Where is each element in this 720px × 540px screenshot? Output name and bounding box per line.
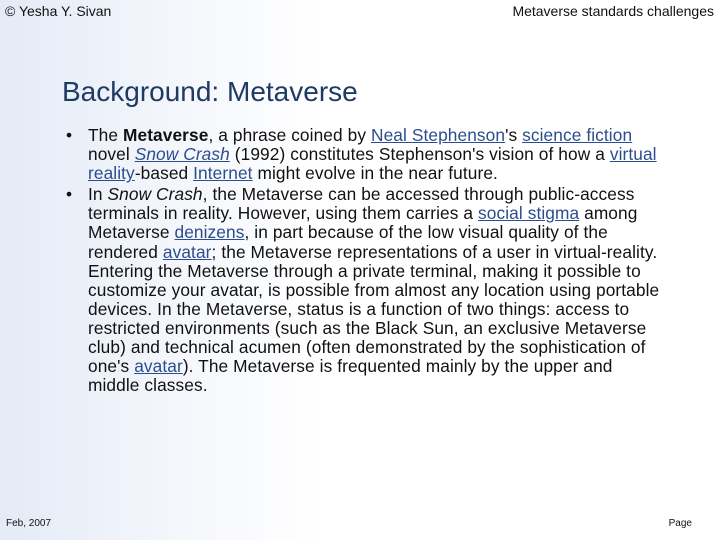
text-run: In: [88, 184, 108, 205]
text-run: 's: [505, 125, 523, 145]
text-run: novel: [88, 144, 135, 165]
text-run: The: [88, 125, 123, 145]
bullet-item: [60, 126, 666, 183]
bullet-dot: •: [66, 184, 73, 205]
text-run: -based: [134, 163, 194, 184]
text-run: , a phrase coined by: [208, 125, 371, 145]
link-avatar[interactable]: avatar: [134, 356, 183, 377]
link-internet[interactable]: Internet: [193, 163, 253, 184]
copyright-notice: © Yesha Y. Sivan: [5, 3, 112, 19]
presentation-title: Metaverse standards challenges: [512, 3, 714, 19]
text-run: (1992) constitutes Stephenson's vision of how a: [229, 144, 610, 165]
link-neal-stephenson[interactable]: Neal Stephenson: [370, 125, 506, 145]
text-run: ). The Metaverse is frequented mainly by the upper and middle classes.: [88, 356, 613, 396]
bullet-item: [60, 185, 666, 395]
link-snow-crash[interactable]: [135, 144, 230, 164]
footer-date: Feb, 2007: [6, 518, 52, 529]
text-run: ; the Metaverse representations of a user in virtual-reality. Entering the Metaverse through a private terminal, making it possible to customize your avatar, is possible from almost any location using portable devices. In the Metaverse, status is a function of two things: access to restricted environments (such as the Black Sun, an exclusive Metaverse club) and technical acumen (often demonstrated by the sophistication of one's: [88, 241, 660, 377]
slide-body: [60, 126, 666, 397]
text-run-bold: Metaverse: [122, 125, 209, 145]
link-avatar[interactable]: avatar: [162, 241, 212, 262]
footer-page: Page: [668, 518, 692, 529]
link-social-stigma[interactable]: social stigma: [478, 203, 580, 224]
text-run: , in part because of the low visual quality of the rendered: [88, 222, 608, 262]
bullet-dot: •: [66, 125, 73, 145]
slide-title: Background: Metaverse: [62, 76, 358, 107]
link-virtual-reality[interactable]: virtual reality: [88, 144, 657, 184]
text-run-italic: Snow Crash: [107, 184, 203, 205]
link-science-fiction[interactable]: science fiction: [522, 125, 633, 145]
text-run: , the Metaverse can be accessed through public-access terminals in reality. However, using them carries a: [88, 184, 635, 224]
link-denizens[interactable]: denizens: [174, 222, 245, 243]
link-text-italic: Snow Crash: [134, 144, 230, 165]
text-run: might evolve in the near future.: [252, 163, 498, 184]
text-run: among Metaverse: [88, 203, 638, 243]
